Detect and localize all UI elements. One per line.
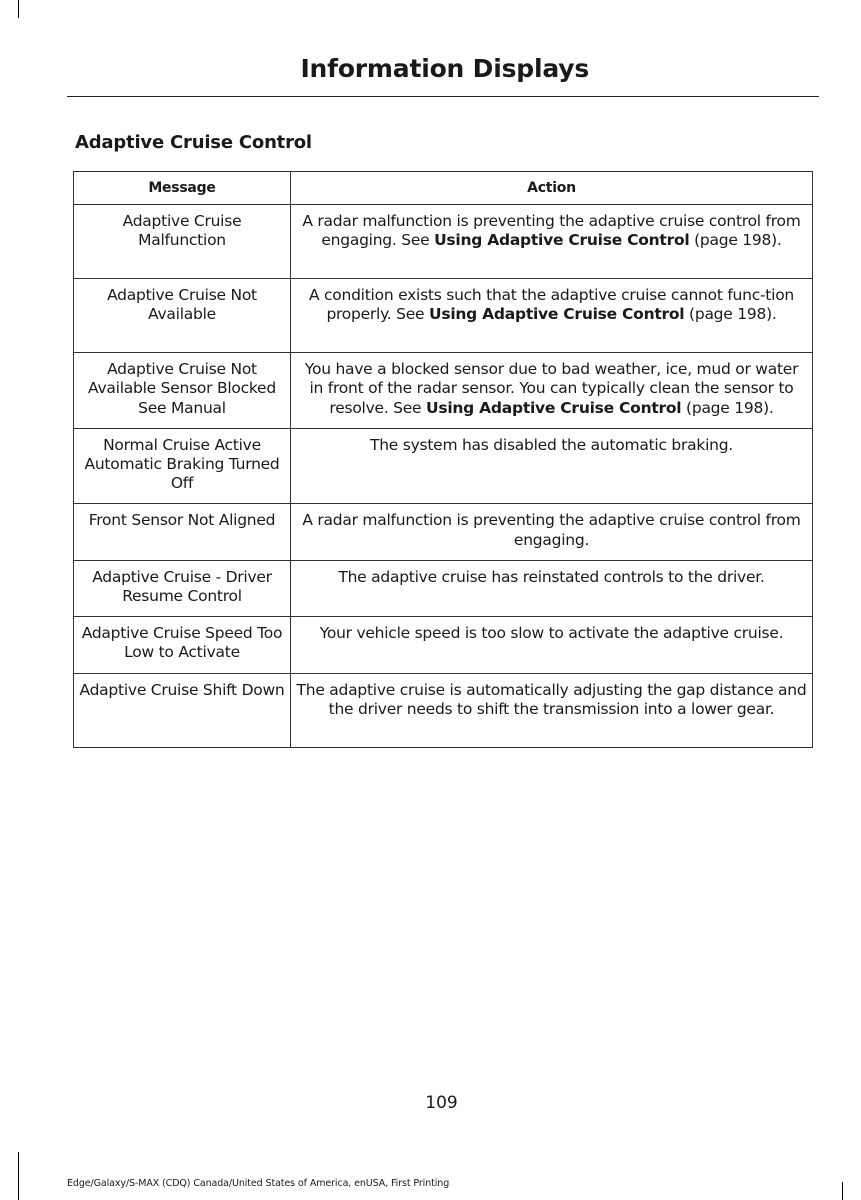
column-header-message: Message — [74, 172, 291, 205]
cross-reference-link[interactable]: Using Adaptive Cruise Control — [426, 398, 682, 417]
action-cell — [291, 279, 813, 353]
action-cell — [291, 205, 813, 279]
table-row — [74, 673, 813, 747]
cross-reference-link[interactable]: Using Adaptive Cruise Control — [429, 305, 685, 324]
message-cell: Adaptive Cruise - Driver Resume Control — [74, 560, 291, 616]
message-table — [73, 171, 813, 748]
table-row — [74, 428, 813, 504]
crop-mark-bottom-right — [842, 1182, 843, 1200]
action-cell — [291, 353, 813, 429]
table-header-row — [74, 172, 813, 205]
message-cell: Adaptive Cruise Malfunction — [74, 205, 291, 279]
message-cell: Adaptive Cruise Speed Too Low to Activate — [74, 617, 291, 673]
crop-mark-top-left — [18, 0, 19, 18]
table-row — [74, 205, 813, 279]
table-row — [74, 353, 813, 429]
page-reference: (page 198). — [689, 231, 782, 250]
action-text: You have a blocked sensor due to bad weather, ice, mud or water in front of the radar sensor. You can typically clean the sensor to resolve. See — [304, 360, 799, 417]
table-row — [74, 279, 813, 353]
footer-text: Edge/Galaxy/S-MAX (CDQ) Canada/United States of America, enUSA, First Printing — [67, 1178, 450, 1189]
page-number: 109 — [425, 1093, 458, 1113]
table-row — [74, 617, 813, 673]
crop-mark-bottom-left — [18, 1152, 19, 1200]
page-reference: (page 198). — [684, 305, 777, 324]
message-cell: Adaptive Cruise Not Available — [74, 279, 291, 353]
table-row — [74, 504, 813, 560]
action-cell: The system has disabled the automatic braking. — [291, 428, 813, 504]
header-rule — [67, 96, 819, 97]
message-cell: Adaptive Cruise Not Available Sensor Blocked See Manual — [74, 353, 291, 429]
column-header-action: Action — [291, 172, 813, 205]
table-row — [74, 560, 813, 616]
action-cell: The adaptive cruise has reinstated controls to the driver. — [291, 560, 813, 616]
cross-reference-link[interactable]: Using Adaptive Cruise Control — [434, 231, 690, 250]
message-cell: Adaptive Cruise Shift Down — [74, 673, 291, 747]
action-text: A radar malfunction is preventing the adaptive cruise control from engaging. See — [302, 212, 801, 250]
action-cell: The adaptive cruise is automatically adjusting the gap distance and the driver needs to shift the transmission into a lower gear. — [291, 673, 813, 747]
action-cell: Your vehicle speed is too slow to activate the adaptive cruise. — [291, 617, 813, 673]
message-cell: Normal Cruise Active Automatic Braking Turned Off — [74, 428, 291, 504]
section-title: Adaptive Cruise Control — [75, 132, 312, 153]
page-reference: (page 198). — [681, 398, 774, 417]
action-cell: A radar malfunction is preventing the adaptive cruise control from engaging. — [291, 504, 813, 560]
action-text: A condition exists such that the adaptive cruise cannot func-tion properly. See — [308, 286, 795, 324]
message-cell: Front Sensor Not Aligned — [74, 504, 291, 560]
page-title: Information Displays — [300, 54, 589, 83]
